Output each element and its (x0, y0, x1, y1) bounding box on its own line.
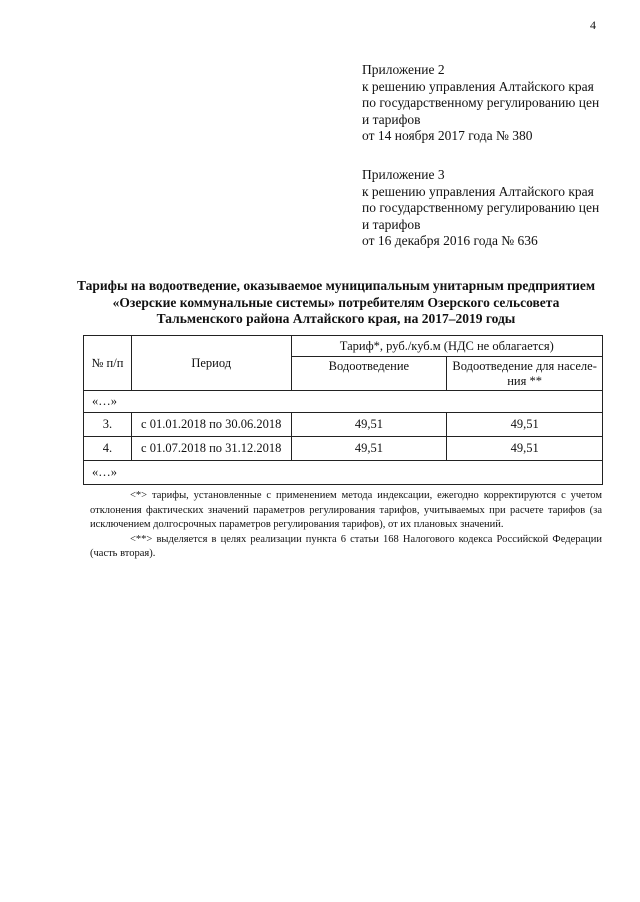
title-line: Тальменского района Алтайского края, на 2017–2019 годы (156, 311, 516, 326)
header-drainage-population-line: ния ** (507, 373, 542, 388)
row-period: с 01.01.2018 по 30.06.2018 (131, 413, 291, 437)
footnote-1: <*> тарифы, установленные с применением метода индексации, ежегодно корректируются с учетом отклонения фактических значений параметров регулирования тарифов, учитываемых при расчете тарифов (за исключением долгосрочных параметров регулирования тарифов), от их плановых значений. (90, 490, 602, 530)
table-row (84, 413, 603, 437)
header-drainage-population (447, 357, 603, 391)
appendix-3-line: от 16 декабря 2016 года № 636 (362, 233, 538, 248)
row-num: 4. (84, 437, 132, 461)
appendix-2-line: и тарифов (362, 111, 421, 127)
appendix-3-line: и тарифов (362, 216, 421, 232)
appendix-3-line: к решению управления Алтайского края (362, 183, 594, 199)
appendix-2-line: Приложение 2 (362, 62, 445, 77)
tariff-table (83, 335, 603, 485)
title-line: «Озерские коммунальные системы» потребителям Озерского сельсовета (112, 294, 560, 310)
appendix-2-block (362, 62, 599, 145)
table-row (84, 437, 603, 461)
appendix-2-line: к решению управления Алтайского края (362, 78, 594, 94)
appendix-2-line: по государственному регулированию цен (362, 95, 600, 110)
header-drainage: Водоотведение (291, 357, 447, 391)
row-period: с 01.07.2018 по 31.12.2018 (131, 437, 291, 461)
appendix-3-line: по государственному регулированию цен (362, 200, 600, 215)
title-line: Тарифы на водоотведение, оказываемое муниципальным унитарным предприятием (76, 278, 596, 293)
appendix-3-line: Приложение 3 (362, 167, 445, 182)
row-drainage-population: 49,51 (447, 413, 603, 437)
header-tariff: Тариф*, руб./куб.м (НДС не облагается) (291, 336, 602, 357)
appendix-3-block (362, 167, 599, 250)
row-drainage: 49,51 (291, 437, 447, 461)
row-num: 3. (84, 413, 132, 437)
header-drainage-population-line: Водоотведение для населе- (452, 358, 597, 373)
appendix-2-line: от 14 ноября 2017 года № 380 (362, 128, 533, 143)
footnote-2: <**> выделяется в целях реализации пункта 6 статьи 168 Налогового кодекса Российской Федерации (часть вторая). (90, 533, 602, 559)
page-number: 4 (590, 18, 596, 32)
ellipsis-row-bottom: «…» (84, 461, 603, 485)
row-drainage-population: 49,51 (447, 437, 603, 461)
footnotes (90, 489, 602, 562)
row-drainage: 49,51 (291, 413, 447, 437)
header-period: Период (131, 336, 291, 391)
header-num: № п/п (84, 336, 132, 391)
document-title (70, 278, 602, 328)
ellipsis-row-top: «…» (84, 391, 603, 413)
